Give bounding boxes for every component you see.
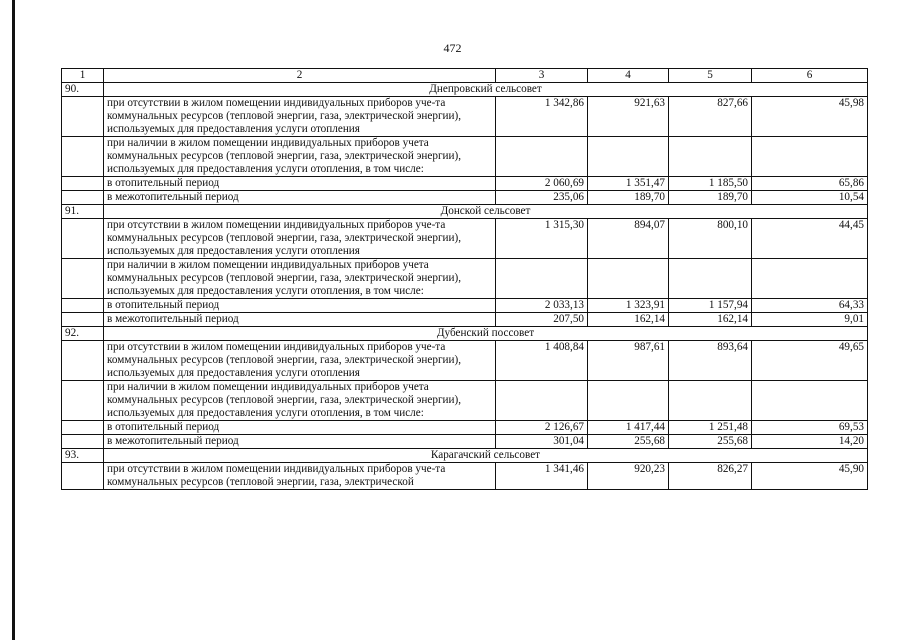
index-cell (62, 313, 104, 327)
value-cell-c4 (588, 381, 669, 421)
value-cell-c4: 189,70 (588, 191, 669, 205)
value-cell-c5: 827,66 (669, 97, 752, 137)
value-cell-c5: 162,14 (669, 313, 752, 327)
header-cell: 6 (752, 69, 868, 83)
section-index: 91. (62, 205, 104, 219)
table-row (62, 313, 868, 327)
value-cell-c5 (669, 137, 752, 177)
value-cell-c3: 2 033,13 (496, 299, 588, 313)
value-cell-c6: 45,98 (752, 97, 868, 137)
index-cell (62, 421, 104, 435)
description-cell: при наличии в жилом помещении индивидуальных приборов учета коммунальных ресурсов (тепловой энергии, газа, электрической энергии), используемых для предоставления услуги отопления, в том числе: (104, 137, 496, 177)
section-name: Дубенский поссовет (104, 327, 868, 341)
value-cell-c4: 987,61 (588, 341, 669, 381)
value-cell-c6: 69,53 (752, 421, 868, 435)
value-cell-c3: 1 341,46 (496, 463, 588, 490)
value-cell-c5: 1 185,50 (669, 177, 752, 191)
tariff-table (61, 68, 868, 490)
header-cell: 4 (588, 69, 669, 83)
value-cell-c6: 49,65 (752, 341, 868, 381)
table-row (62, 137, 868, 177)
value-cell-c6: 14,20 (752, 435, 868, 449)
header-cell: 2 (104, 69, 496, 83)
section-name: Карагачский сельсовет (104, 449, 868, 463)
index-cell (62, 191, 104, 205)
section-name: Донской сельсовет (104, 205, 868, 219)
description-cell: в отопительный период (104, 299, 496, 313)
value-cell-c4: 894,07 (588, 219, 669, 259)
value-cell-c4: 1 323,91 (588, 299, 669, 313)
index-cell (62, 97, 104, 137)
value-cell-c3: 1 408,84 (496, 341, 588, 381)
description-cell: в межотопительный период (104, 435, 496, 449)
index-cell (62, 137, 104, 177)
table-row (62, 341, 868, 381)
value-cell-c6: 44,45 (752, 219, 868, 259)
value-cell-c6 (752, 259, 868, 299)
table-row (62, 177, 868, 191)
description-cell: в межотопительный период (104, 313, 496, 327)
value-cell-c3: 207,50 (496, 313, 588, 327)
value-cell-c3: 1 315,30 (496, 219, 588, 259)
value-cell-c6: 45,90 (752, 463, 868, 490)
description-cell: при наличии в жилом помещении индивидуальных приборов учета коммунальных ресурсов (тепловой энергии, газа, электрической энергии), используемых для предоставления услуги отопления, в том числе: (104, 259, 496, 299)
description-cell: при отсутствии в жилом помещении индивидуальных приборов уче-та коммунальных ресурсов (тепловой энергии, газа, электрической энергии), используемых для предоставления услуги отопления (104, 97, 496, 137)
value-cell-c6: 9,01 (752, 313, 868, 327)
table-row (62, 463, 868, 490)
value-cell-c5: 826,27 (669, 463, 752, 490)
description-cell: при наличии в жилом помещении индивидуальных приборов учета коммунальных ресурсов (тепловой энергии, газа, электрической энергии), используемых для предоставления услуги отопления, в том числе: (104, 381, 496, 421)
table-row (62, 219, 868, 259)
value-cell-c4 (588, 259, 669, 299)
index-cell (62, 219, 104, 259)
section-name: Днепровский сельсовет (104, 83, 868, 97)
index-cell (62, 177, 104, 191)
value-cell-c3 (496, 259, 588, 299)
section-row (62, 205, 868, 219)
section-index: 92. (62, 327, 104, 341)
section-row (62, 327, 868, 341)
value-cell-c6: 10,54 (752, 191, 868, 205)
index-cell (62, 299, 104, 313)
value-cell-c3 (496, 381, 588, 421)
index-cell (62, 381, 104, 421)
table-row (62, 191, 868, 205)
value-cell-c5: 1 251,48 (669, 421, 752, 435)
description-cell: в отопительный период (104, 177, 496, 191)
header-cell: 1 (62, 69, 104, 83)
left-margin-bar (12, 0, 15, 640)
table-row (62, 259, 868, 299)
value-cell-c5: 255,68 (669, 435, 752, 449)
page-number: 472 (443, 41, 462, 55)
value-cell-c4 (588, 137, 669, 177)
value-cell-c3: 2 060,69 (496, 177, 588, 191)
table-row (62, 421, 868, 435)
value-cell-c6 (752, 381, 868, 421)
value-cell-c3: 235,06 (496, 191, 588, 205)
description-cell: при отсутствии в жилом помещении индивидуальных приборов уче-та коммунальных ресурсов (тепловой энергии, газа, электрической (104, 463, 496, 490)
value-cell-c5 (669, 381, 752, 421)
section-row (62, 449, 868, 463)
index-cell (62, 259, 104, 299)
value-cell-c5: 189,70 (669, 191, 752, 205)
description-cell: при отсутствии в жилом помещении индивидуальных приборов уче-та коммунальных ресурсов (тепловой энергии, газа, электрической энергии), используемых для предоставления услуги отопления (104, 341, 496, 381)
value-cell-c3: 301,04 (496, 435, 588, 449)
value-cell-c4: 1 417,44 (588, 421, 669, 435)
table-row (62, 435, 868, 449)
section-row (62, 83, 868, 97)
value-cell-c6: 64,33 (752, 299, 868, 313)
table-row (62, 97, 868, 137)
value-cell-c5: 1 157,94 (669, 299, 752, 313)
description-cell: в отопительный период (104, 421, 496, 435)
value-cell-c3 (496, 137, 588, 177)
table-row (62, 381, 868, 421)
value-cell-c3: 2 126,67 (496, 421, 588, 435)
index-cell (62, 341, 104, 381)
description-cell: при отсутствии в жилом помещении индивидуальных приборов уче-та коммунальных ресурсов (тепловой энергии, газа, электрической энергии), используемых для предоставления услуги отопления (104, 219, 496, 259)
value-cell-c3: 1 342,86 (496, 97, 588, 137)
value-cell-c4: 255,68 (588, 435, 669, 449)
table-header-row (62, 69, 868, 83)
header-cell: 5 (669, 69, 752, 83)
header-cell: 3 (496, 69, 588, 83)
value-cell-c6: 65,86 (752, 177, 868, 191)
table-row (62, 299, 868, 313)
value-cell-c5: 893,64 (669, 341, 752, 381)
value-cell-c4: 921,63 (588, 97, 669, 137)
value-cell-c5 (669, 259, 752, 299)
description-cell: в межотопительный период (104, 191, 496, 205)
value-cell-c6 (752, 137, 868, 177)
index-cell (62, 435, 104, 449)
section-index: 93. (62, 449, 104, 463)
section-index: 90. (62, 83, 104, 97)
value-cell-c4: 920,23 (588, 463, 669, 490)
value-cell-c5: 800,10 (669, 219, 752, 259)
index-cell (62, 463, 104, 490)
value-cell-c4: 1 351,47 (588, 177, 669, 191)
value-cell-c4: 162,14 (588, 313, 669, 327)
